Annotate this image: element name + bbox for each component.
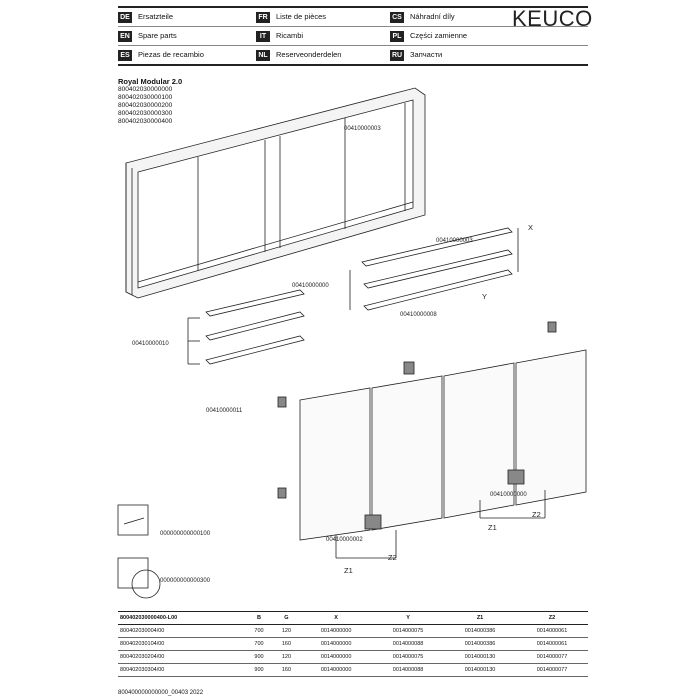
lang-code-ru: RU	[391, 52, 403, 59]
table-cell: 0014000088	[372, 664, 444, 677]
callout-z1: Z1	[344, 566, 353, 575]
table-cell: 0014000130	[444, 664, 516, 677]
table-header: Z2	[516, 612, 588, 625]
model-number: 800402030000300	[118, 110, 173, 117]
table-cell: 0014000000	[300, 638, 372, 651]
callout-hinge-left: 00410000011	[206, 408, 243, 414]
hinge	[404, 362, 414, 374]
table-cell: 0014000075	[372, 651, 444, 664]
lang-code-nl: NL	[256, 50, 270, 61]
hinge	[278, 397, 286, 407]
mirror-panel	[516, 350, 586, 505]
spare-part-shelf	[124, 518, 144, 524]
table-cell: 900	[245, 651, 272, 664]
lang-code-it: IT	[256, 31, 270, 42]
lang-code-de: DE	[118, 12, 132, 23]
table-cell: 0014000000	[300, 625, 372, 638]
spare-part-box	[118, 505, 148, 535]
table-cell: 800402030204/00	[118, 651, 245, 664]
model-number: 800402030000100	[118, 94, 173, 101]
shelf	[206, 312, 304, 340]
table-cell: 0014000077	[516, 664, 588, 677]
lang-code-es: ES	[118, 50, 132, 61]
lang-code-fr: FR	[256, 12, 270, 23]
table-cell: 0014000130	[444, 651, 516, 664]
model-number: 800402030000000	[118, 86, 173, 93]
lang-label-ru: Запчасти	[410, 50, 443, 59]
callout-z2: Z2	[388, 553, 397, 562]
table-cell: 0014000088	[372, 638, 444, 651]
table-cell: 120	[273, 651, 300, 664]
lang-label-fr: Liste de pièces	[276, 12, 327, 21]
callout-spare-1: 000000000000100	[160, 531, 211, 537]
callout-x: X	[528, 223, 534, 232]
table-cell: 0014000386	[444, 638, 516, 651]
table-cell: 700	[245, 625, 272, 638]
shelf	[362, 228, 512, 266]
mirror-panel	[300, 388, 370, 540]
table-cell: 800402030304/00	[118, 664, 245, 677]
lang-label-en: Spare parts	[138, 31, 177, 40]
shelf	[364, 270, 512, 310]
lang-code-cs: CS	[390, 12, 404, 23]
lang-code-en: EN	[118, 31, 132, 42]
callout-shelf-right-lower: 00410000008	[400, 312, 437, 318]
table-cell: 0014000386	[444, 625, 516, 638]
lang-label-cs: Náhradní díly	[410, 12, 455, 21]
lang-code-pl: PL	[390, 31, 404, 42]
table-cell: 160	[273, 664, 300, 677]
mirror-panel	[372, 376, 442, 530]
table-row	[118, 651, 588, 664]
callout-shelf-top-right: 00410000003	[436, 238, 473, 244]
table-header: Y	[372, 612, 444, 625]
callout-shelf-left: 00410000010	[132, 341, 169, 347]
model-number: 800402030000200	[118, 102, 173, 109]
table-row	[118, 638, 588, 651]
hinge	[508, 470, 524, 484]
table-cell: 120	[273, 625, 300, 638]
table-row	[118, 664, 588, 677]
table-cell: 800402030004/00	[118, 625, 245, 638]
callout-spare-2: 000000000000300	[160, 578, 211, 584]
spare-part-ring	[132, 570, 160, 598]
callout-z2-right: Z2	[532, 510, 541, 519]
table-cell: 0014000061	[516, 625, 588, 638]
callout-top-part: 00410000003	[344, 126, 381, 132]
table-header: 800402030000400-L00	[118, 612, 245, 625]
table-header-row	[118, 612, 588, 625]
shelf	[206, 290, 304, 316]
parts-table	[118, 611, 588, 677]
table-row	[118, 625, 588, 638]
table-cell: 700	[245, 638, 272, 651]
table-cell: 900	[245, 664, 272, 677]
hinge	[548, 322, 556, 332]
lang-label-de: Ersatzteile	[138, 12, 174, 21]
hinge	[365, 515, 381, 529]
callout-y: Y	[482, 292, 488, 301]
callout-hinge-right-bottom: 00410000000	[490, 492, 527, 498]
callout-shelf-mid: 00410000000	[292, 283, 329, 289]
lang-label-pl: Części zamienne	[410, 31, 468, 40]
table-header: Z1	[444, 612, 516, 625]
callout-z1-right: Z1	[488, 523, 497, 532]
table-cell: 0014000000	[300, 651, 372, 664]
lang-label-it: Ricambi	[276, 31, 304, 40]
table-cell: 0014000077	[516, 651, 588, 664]
model-number: 800402030000400	[118, 118, 173, 125]
shelf	[206, 336, 304, 364]
keuco-logo: KEUCO	[512, 6, 593, 31]
lang-label-es: Piezas de recambio	[138, 50, 204, 59]
shelf	[364, 250, 512, 288]
table-header: B	[245, 612, 272, 625]
table-cell: 0014000061	[516, 638, 588, 651]
table-cell: 800402030104/00	[118, 638, 245, 651]
lang-label-nl: Reserveonderdelen	[276, 50, 342, 59]
spare-part-box	[118, 558, 148, 588]
callout-hinge-bottom-mid: 00410000002	[326, 537, 363, 543]
table-header: G	[273, 612, 300, 625]
model-title: Royal Modular 2.0	[118, 77, 183, 86]
table-header: X	[300, 612, 372, 625]
table-cell: 160	[273, 638, 300, 651]
table-cell: 0014000075	[372, 625, 444, 638]
hinge	[278, 488, 286, 498]
document-footer: 800400000000000_00403 2022	[118, 690, 204, 696]
table-cell: 0014000000	[300, 664, 372, 677]
